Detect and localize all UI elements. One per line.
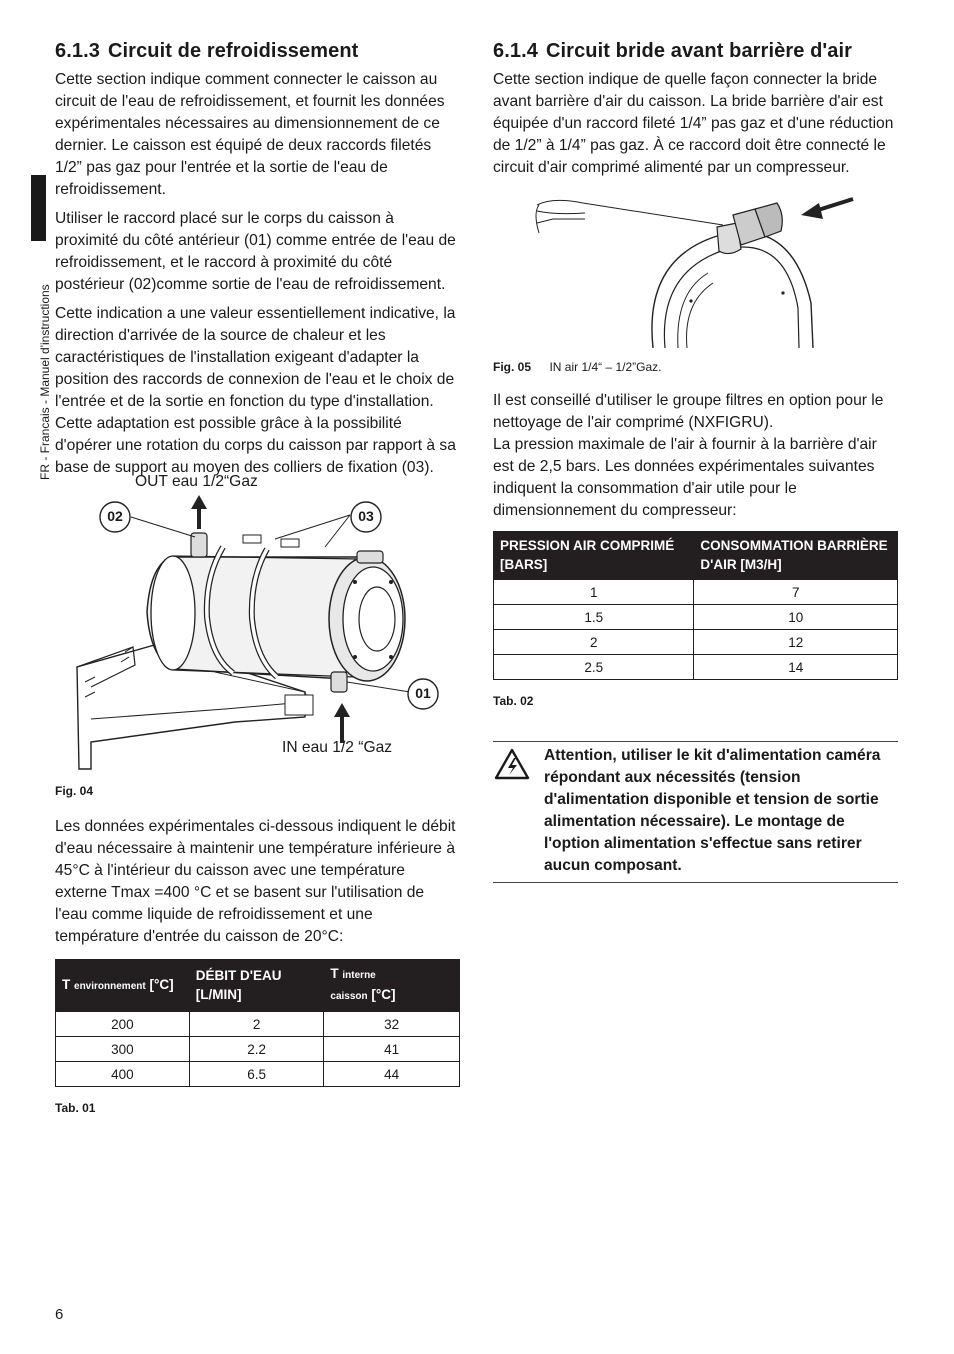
table-caption: Tab. 01 [55, 1101, 96, 1115]
paragraph: La pression maximale de l'air à fournir à la barrière d'air est de 2,5 bars. Les données expérimentales suivantes indiquent la consommation d'air utile pour le dimensionnement du compresseur: [493, 436, 877, 519]
heading-text: Circuit bride avant barrière d'air [545, 40, 853, 62]
table-cell: 12 [694, 630, 898, 655]
table-cell: 10 [694, 605, 898, 630]
paragraph: Cette section indique comment connecter le caisson au circuit de l'eau de refroidissement, et fournit les données expérimentales nécessaires au dimensionnement de ce dernier. Le caisson est équipé de deux raccords filetés 1/2” pas gaz pour l'entrée et la sortie de l'eau de refroidissement. [55, 71, 445, 198]
electrical-hazard-icon [494, 748, 530, 780]
table-cell: 200 [56, 1012, 190, 1037]
heading-number: 6.1.4 [493, 40, 538, 62]
table-cell: 41 [324, 1037, 460, 1062]
table-header-pression: PRESSION AIR COMPRIMÉ [BARS] [494, 531, 694, 580]
table-row [494, 630, 898, 655]
table-cell: 2 [189, 1012, 324, 1037]
table-cell: 2 [494, 630, 694, 655]
table-cell: 7 [694, 580, 898, 605]
table-cell: 1 [494, 580, 694, 605]
figure-caption: Fig. 05 [493, 360, 532, 374]
callout-02: 02 [107, 508, 123, 524]
table-cell: 400 [56, 1062, 190, 1087]
warning-box [493, 741, 898, 883]
table-02 [493, 531, 898, 680]
table-cell: 2.2 [189, 1037, 324, 1062]
header-unit: [°C] [149, 976, 174, 992]
paragraph: Cette indication a une valeur essentiellement indicative, la direction d'arrivée de la source de chaleur et les caractéristiques de l'installation exigeant d'adapter la position des raccords de connexion de l'eau et le choix de l'entrée et de la sortie en fonction du type d'installation. Cette adaptation est possible grâce à la possibilité d'opérer une rotation du corps du caisson par rapport à sa base de support au moyen des colliers de fixation (03). [55, 305, 456, 476]
section-heading-6-1-4 [493, 40, 898, 63]
table-row [494, 655, 898, 680]
in-water-label: IN eau 1/2 “Gaz [282, 739, 393, 756]
table-cell: 6.5 [189, 1062, 324, 1087]
table-row [494, 580, 898, 605]
header-t: T [330, 966, 339, 981]
section-tab-marker [31, 175, 46, 241]
header-subscript: interne [342, 970, 376, 981]
paragraph: Utiliser le raccord placé sur le corps du caisson à proximité du côté antérieur (01) comme entrée de l'eau de refroidissement, et le raccord à proximité du côté postérieur (02)comme sortie de l'eau de refroidissement. [55, 210, 456, 293]
right-column [493, 40, 898, 708]
paragraph: Il est conseillé d'utiliser le groupe filtres en option pour le nettoyage de l'air comprimé (NXFIGRU). [493, 392, 884, 431]
heading-text: Circuit de refroidissement [107, 40, 359, 62]
table-row [56, 1037, 460, 1062]
table-header-debit: DÉBIT D'EAU [L/MIN] [189, 959, 324, 1012]
warning-text: Attention, utiliser le kit d'alimentation caméra répondant aux nécessités (tension d'alimentation disponible et tension de sortie alimentation nécessaire). Le montage de l'option alimentation s'effectue sans retirer aucun composant. [544, 747, 881, 874]
paragraph: Cette section indique de quelle façon connecter la bride avant barrière d'air du caisson. La bride barrière d'air est équipée d'un raccord fileté 1/4” pas gaz et d'une réduction de 1/2” à 1/4” pas gaz. À ce raccord doit être connecté le circuit d'air comprimé alimenté par un compresseur. [493, 71, 894, 176]
header-unit: [°C] [371, 987, 396, 1002]
table-row [494, 605, 898, 630]
table-header-consommation: CONSOMMATION BARRIÈRE D'AIR [M3/H] [694, 531, 898, 580]
figure-04 [55, 473, 460, 792]
table-row [56, 1012, 460, 1037]
header-subscript: environnement [74, 980, 146, 992]
page-number: 6 [55, 1306, 64, 1323]
table-01 [55, 959, 460, 1087]
table-header-t-environnement [56, 959, 190, 1012]
figure-caption: Fig. 04 [55, 784, 94, 798]
figure-caption-row [493, 358, 898, 376]
table-cell: 32 [324, 1012, 460, 1037]
callout-01: 01 [415, 685, 431, 701]
table-cell: 44 [324, 1062, 460, 1087]
housing-cooling-illustration [55, 487, 460, 792]
table-cell: 300 [56, 1037, 190, 1062]
header-t: T [62, 976, 71, 992]
header-subscript: caisson [330, 991, 368, 1002]
left-column [55, 40, 460, 1115]
table-header-t-interne [324, 959, 460, 1012]
callout-03: 03 [358, 508, 374, 524]
heading-number: 6.1.3 [55, 40, 100, 62]
table-row [56, 1062, 460, 1087]
table-cell: 1.5 [494, 605, 694, 630]
figure-05 [493, 193, 898, 348]
figure-caption-text: IN air 1/4“ – 1/2”Gaz. [549, 360, 662, 374]
table-cell: 2.5 [494, 655, 694, 680]
table-caption: Tab. 02 [493, 694, 534, 708]
section-heading-6-1-3 [55, 40, 460, 63]
out-water-label: OUT eau 1/2“Gaz [135, 473, 258, 490]
table-cell: 14 [694, 655, 898, 680]
sidebar-language-label: FR - Francais - Manuel d'instructions [38, 284, 52, 480]
air-barrier-flange-illustration [493, 193, 898, 348]
paragraph: Les données expérimentales ci-dessous indiquent le débit d'eau nécessaire à maintenir une température inférieure à 45°C à l'intérieur du caisson avec une température externe Tmax =400 °C et se basent sur l'utilisation de l'eau comme liquide de refroidissement et une température d'entrée du caisson de 20°C: [55, 818, 456, 945]
